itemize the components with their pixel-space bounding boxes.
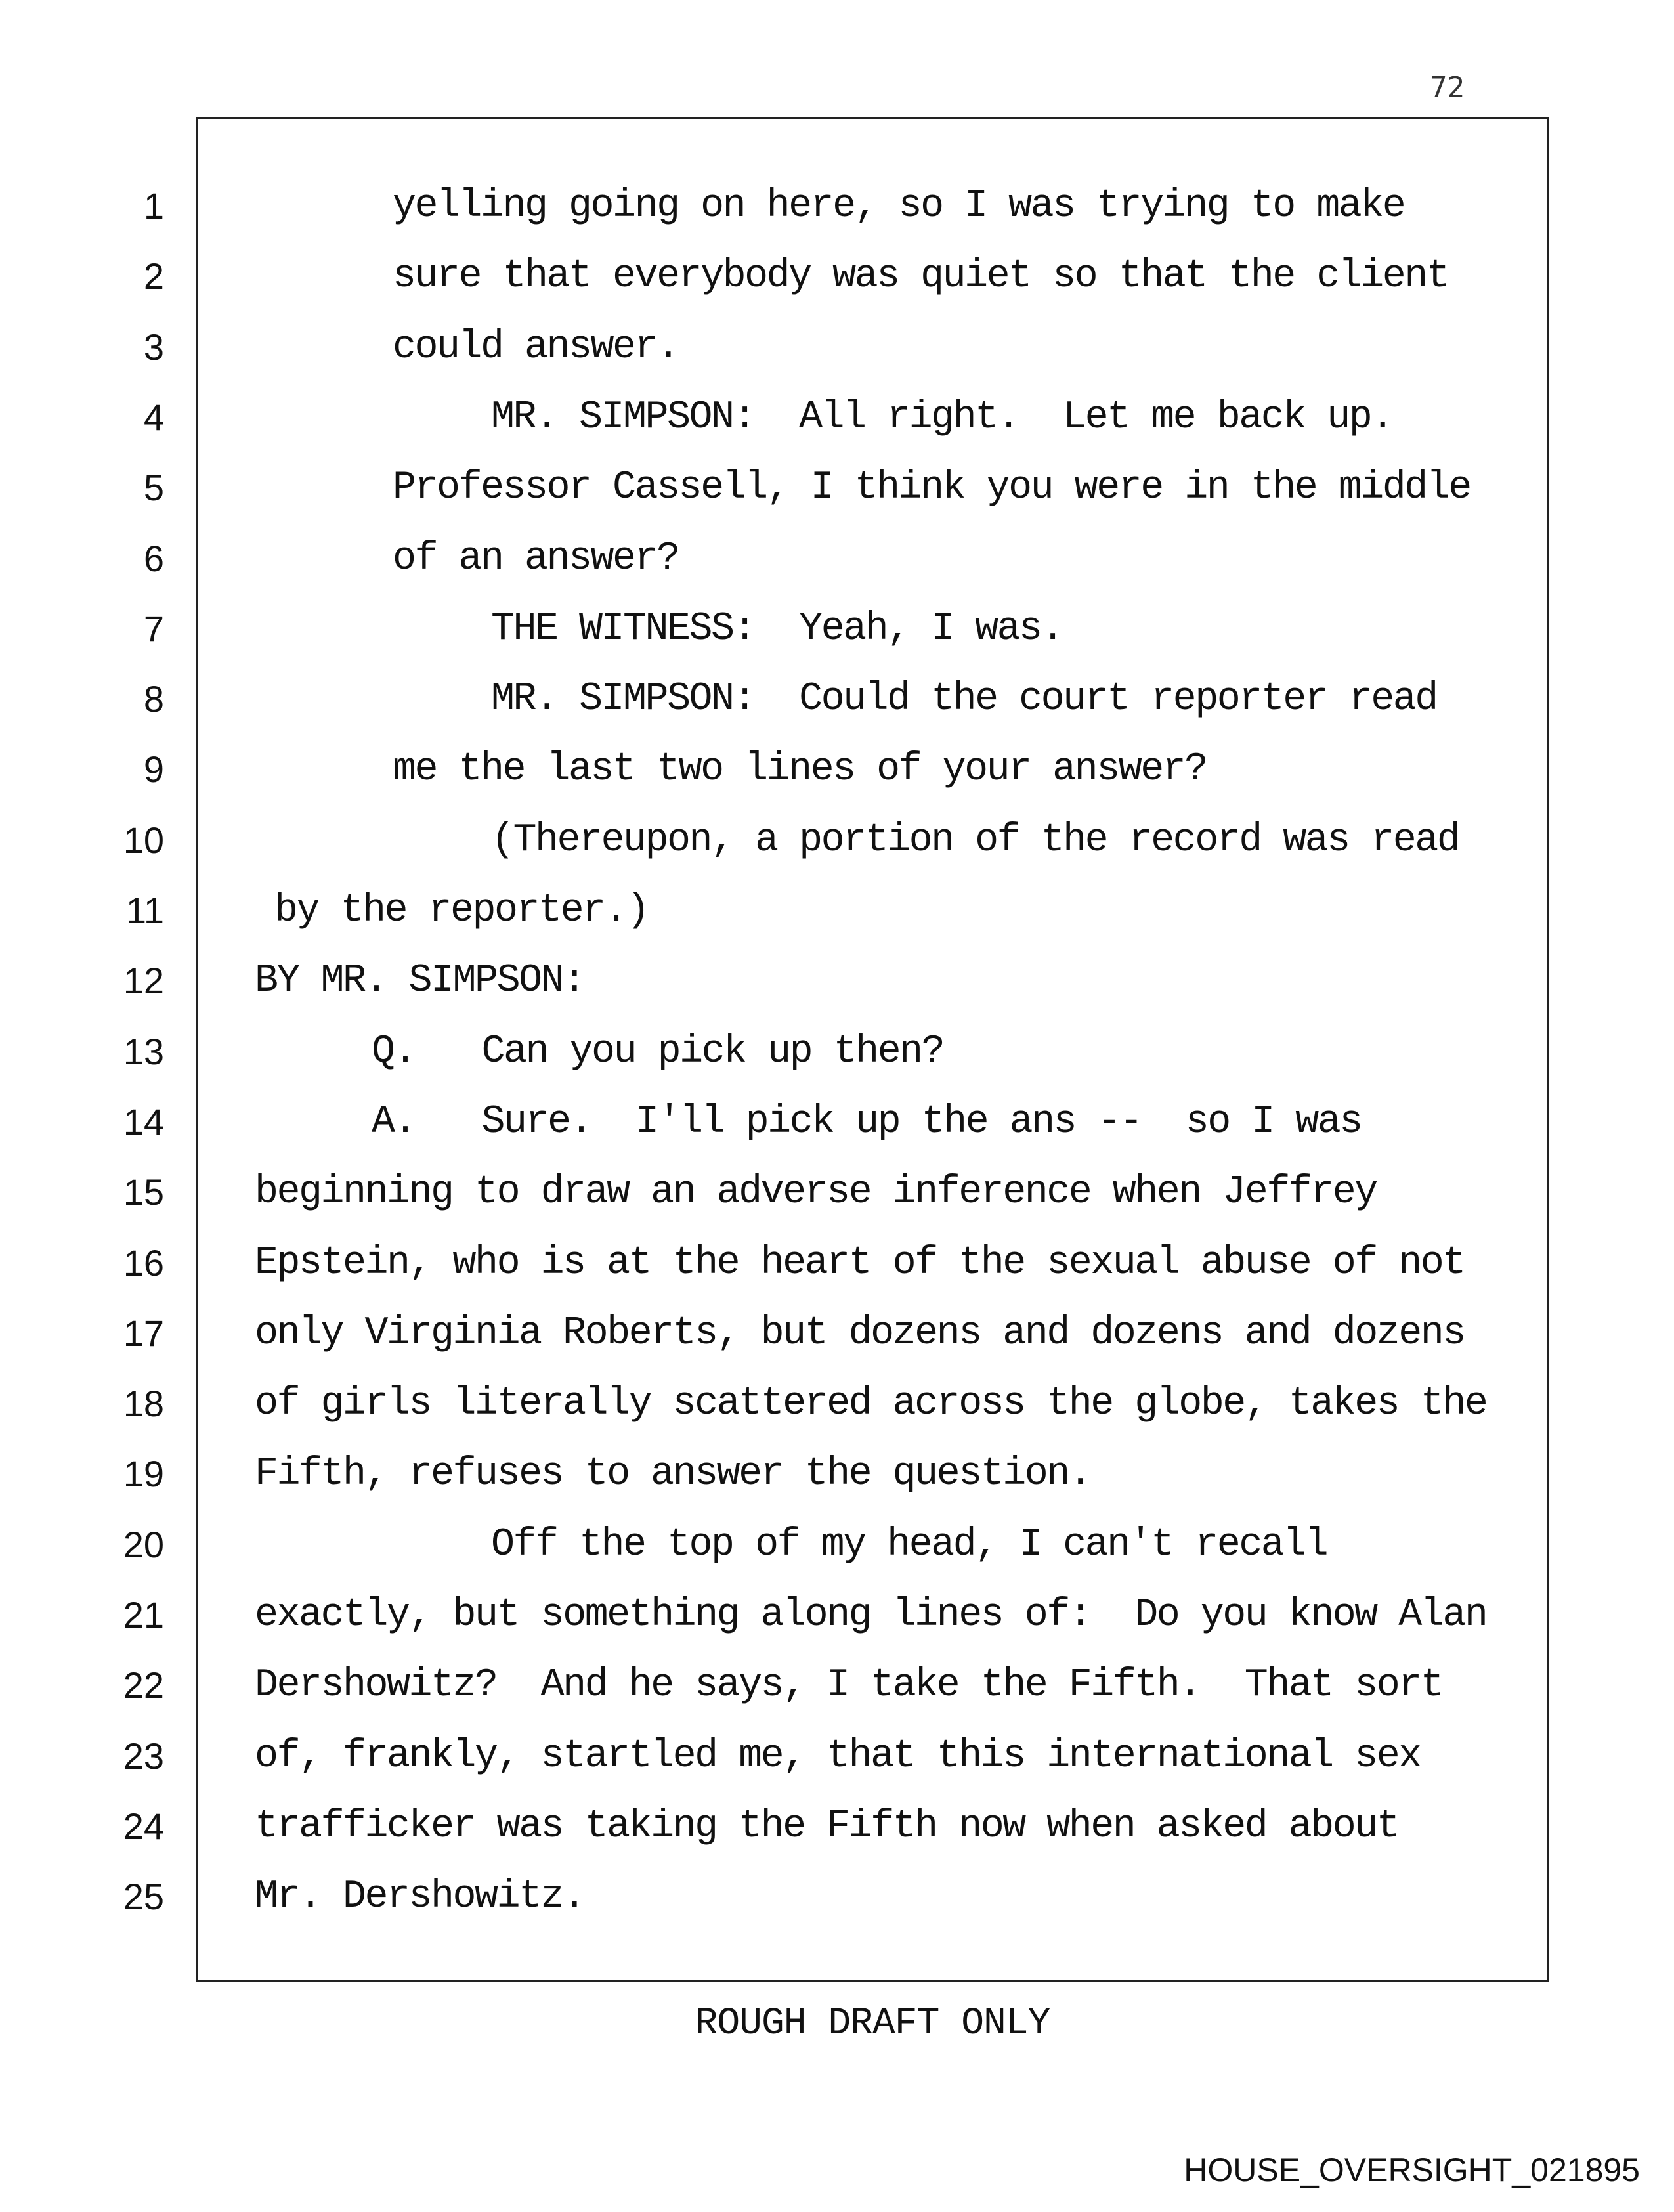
transcript-line: beginning to draw an adverse inference when Jeffrey — [255, 1170, 1377, 1215]
transcript-line: of an answer? — [393, 536, 679, 581]
line-number: 25 — [123, 1876, 164, 1917]
line-number: 5 — [143, 467, 164, 508]
line-number: 10 — [123, 819, 164, 861]
transcript-line: of, frankly, startled me, that this international sex — [255, 1734, 1421, 1779]
transcript-line: exactly, but something along lines of: Do you know Alan — [255, 1593, 1487, 1637]
line-number: 24 — [123, 1806, 164, 1847]
transcript-line: could answer. — [393, 325, 679, 370]
line-number: 20 — [123, 1524, 164, 1565]
transcript-line: by the reporter.) — [274, 888, 649, 933]
transcript-line: yelling going on here, so I was trying to make — [393, 184, 1405, 228]
transcript-line: Epstein, who is at the heart of the sexual abuse of not — [255, 1241, 1465, 1286]
line-number: 13 — [123, 1031, 164, 1072]
transcript-line: Professor Cassell, I think you were in the middle — [393, 466, 1470, 510]
transcript-line: (Thereupon, a portion of the record was read — [491, 818, 1459, 863]
line-number: 14 — [123, 1101, 164, 1142]
transcript-line: trafficker was taking the Fifth now when asked about — [255, 1804, 1399, 1849]
line-number: 22 — [123, 1664, 164, 1706]
transcript-line: THE WITNESS: Yeah, I was. — [491, 607, 1063, 651]
line-number: 21 — [123, 1594, 164, 1636]
line-number: 12 — [123, 960, 164, 1001]
transcript-line: Q. Can you pick up then? — [372, 1030, 944, 1074]
line-number: 9 — [143, 748, 164, 790]
rough-draft-footer: ROUGH DRAFT ONLY — [695, 2003, 1050, 2045]
transcript-line: sure that everybody was quiet so that the client — [393, 254, 1449, 299]
line-number: 7 — [143, 608, 164, 649]
transcript-line: MR. SIMPSON: All right. Let me back up. — [491, 395, 1393, 440]
transcript-line: BY MR. SIMPSON: — [255, 959, 585, 1003]
line-number: 6 — [143, 538, 164, 579]
transcript-line: A. Sure. I'll pick up the ans -- so I was — [372, 1100, 1362, 1144]
line-number: 17 — [123, 1312, 164, 1354]
transcript-line: Off the top of my head, I can't recall — [491, 1523, 1327, 1567]
transcript-line: only Virginia Roberts, but dozens and dozens and dozens — [255, 1311, 1465, 1356]
line-number: 3 — [143, 326, 164, 368]
line-number: 15 — [123, 1171, 164, 1213]
transcript-line: MR. SIMPSON: Could the court reporter read — [491, 677, 1437, 722]
line-number: 19 — [123, 1453, 164, 1494]
transcript-line: Fifth, refuses to answer the question. — [255, 1452, 1091, 1496]
line-number: 18 — [123, 1383, 164, 1424]
line-number: 23 — [123, 1735, 164, 1777]
page-number: 72 — [1430, 71, 1465, 104]
line-number: 2 — [143, 255, 164, 297]
transcript-line: of girls literally scattered across the globe, takes the — [255, 1381, 1487, 1426]
line-number: 4 — [143, 397, 164, 438]
line-number: 8 — [143, 678, 164, 720]
bates-number: HOUSE_OVERSIGHT_021895 — [1184, 2152, 1640, 2188]
transcript-line: me the last two lines of your answer? — [393, 747, 1207, 792]
line-number: 11 — [125, 890, 164, 931]
line-number: 1 — [143, 185, 164, 227]
transcript-line: Dershowitz? And he says, I take the Fifth. That sort — [255, 1663, 1443, 1708]
transcript-line: Mr. Dershowitz. — [255, 1875, 585, 1919]
line-number: 16 — [123, 1242, 164, 1284]
